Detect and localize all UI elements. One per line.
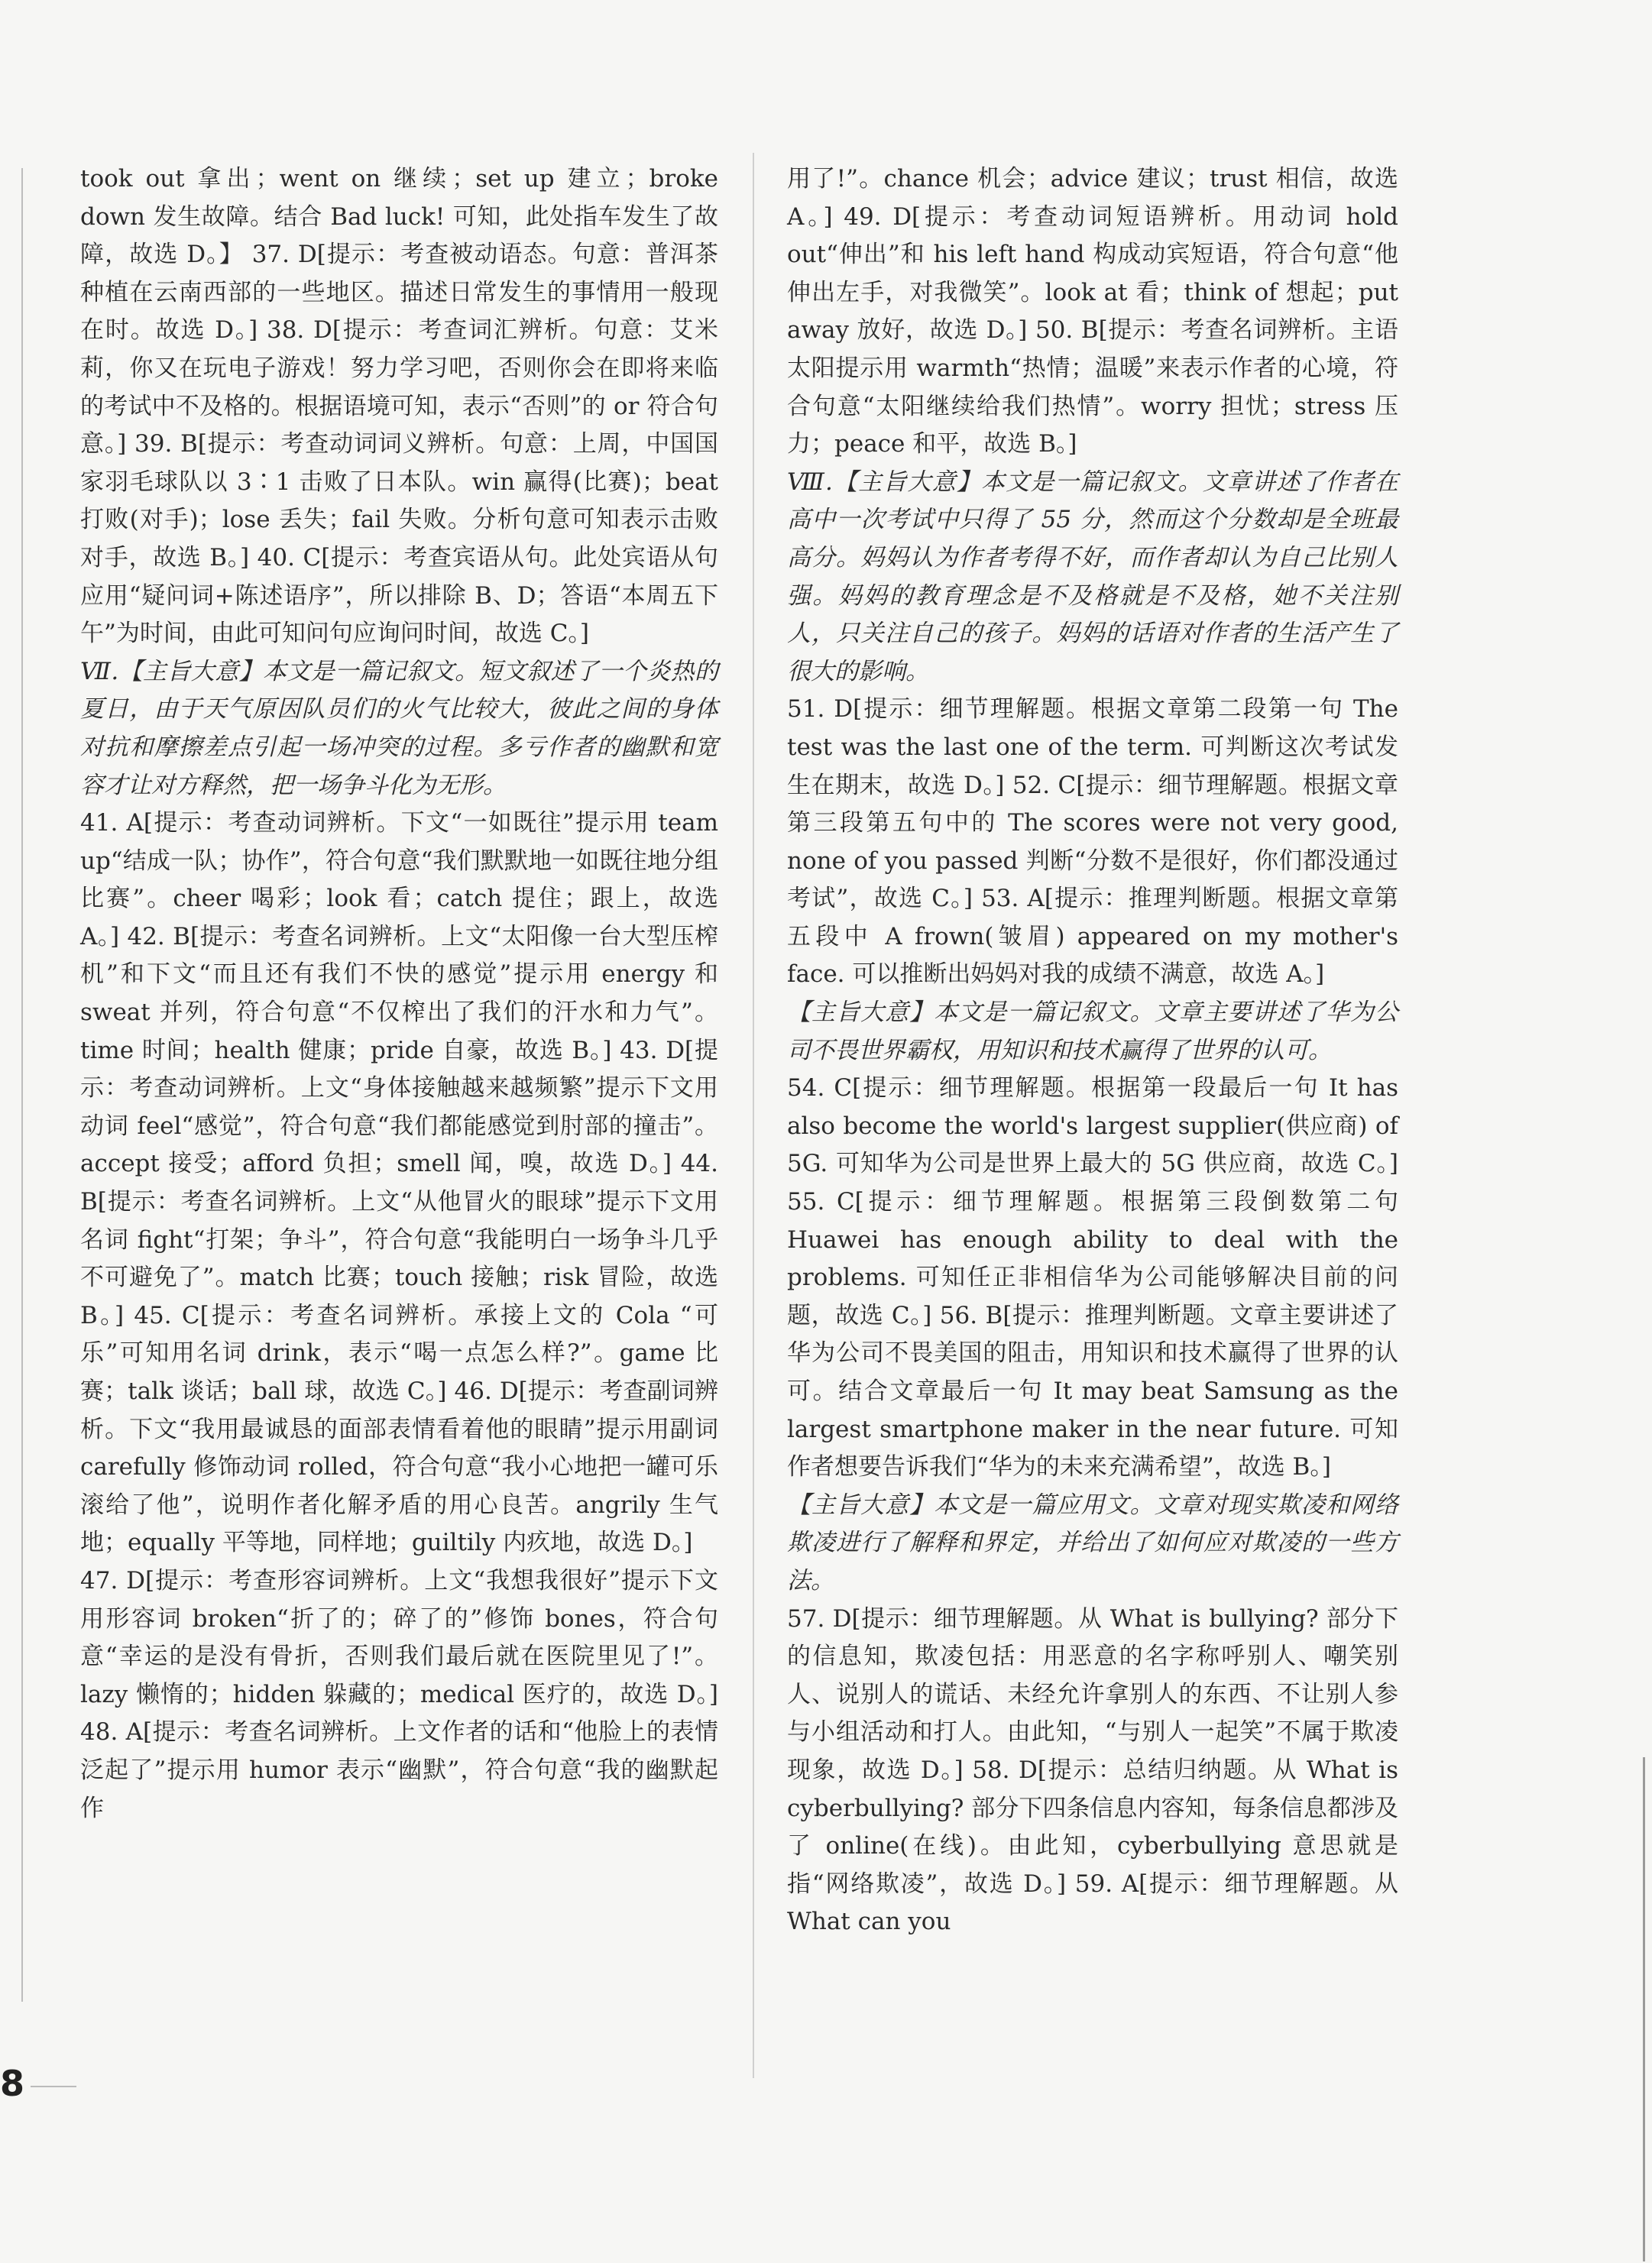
binding-rule	[21, 168, 23, 2002]
right-paragraph: 54. C[提示：细节理解题。根据第一段最后一句 It has also become the world's largest supplier(供应商) of 5G. 可知华为公司是世界上最大的 5G 供应商，故选 C。] 55. C[提示：细节理解题。根据第三段倒数第二句 Huawei has enough ability to deal with the problems. 可知任正非相信华为公司能够解决目前的问题，故选 C。] 56. B[提示：推理判断题。文章主要讲述了华为公司不畏美国的阻击，用知识和技术赢得了世界的认可。结合文章最后一句 It may beat Samsung as the largest smartphone maker in the near future. 可知作者想要告诉我们“华为的未来充满希望”，故选 B。]	[787, 1074, 1398, 1481]
right-paragraph: 用了!”。chance 机会；advice 建议；trust 相信，故选 A。] 49. D[提示：考查动词短语辨析。用动词 hold out“伸出”和 his left hand 构成动宾短语，符合句意“他伸出左手，对我微笑”。look at 看；think of 想起；put away 放好，故选 D。] 50. B[提示：考查名词辨析。主语太阳提示用 warmth“热情；温暖”来表示作者的心境，符合句意“太阳继续给我们热情”。worry 担忧；stress 压力；peace 和平，故选 B。]	[787, 165, 1398, 458]
column-divider	[753, 153, 754, 2078]
section-vii-summary: Ⅶ.【主旨大意】本文是一篇记叙文。短文叙述了一个炎热的夏日，由于天气原因队员们的火气比较大，彼此之间的身体对抗和摩擦差点引起一场冲突的过程。多亏作者的幽默和宽容才让对方释然，把一场争斗化为无形。	[80, 657, 718, 799]
page-number-rule	[31, 2086, 76, 2087]
left-paragraph: 41. A[提示：考查动词辨析。下文“一如既往”提示用 team up“结成一队；协作”，符合句意“我们默默地一如既往地分组比赛”。cheer 喝彩；look 看；catch 提住；跟上，故选 A。] 42. B[提示：考查名词辨析。上文“太阳像一台大型压榨机”和下文“而且还有我们不快的感觉”提示用 energy 和 sweat 并列，符合句意“不仅榨出了我们的汗水和力气”。time 时间；health 健康；pride 自豪，故选 B。] 43. D[提示：考查动词辨析。上文“身体接触越来越频繁”提示下文用动词 feel“感觉”，符合句意“我们都能感觉到肘部的撞击”。accept 接受；afford 负担；smell 闻，嗅，故选 D。] 44. B[提示：考查名词辨析。上文“从他冒火的眼球”提示下文用名词 fight“打架；争斗”，符合句意“我能明白一场争斗几乎不可避免了”。match 比赛；touch 接触；risk 冒险，故选 B。] 45. C[提示：考查名词辨析。承接上文的 Cola “可乐”可知用名词 drink，表示“喝一点怎么样?”。game 比赛；talk 谈话；ball 球，故选 C。] 46. D[提示：考查副词辨析。下文“我用最诚恳的面部表情看着他的眼睛”提示用副词 carefully 修饰动词 rolled，符合句意“我小心地把一罐可乐滚给了他”，说明作者化解矛盾的用心良苦。angrily 生气地；equally 平等地，同样地；guiltily 内疚地，故选 D。]	[80, 809, 718, 1557]
passage-summary-bullying: 【主旨大意】本文是一篇应用文。文章对现实欺凌和网络欺凌进行了解释和界定，并给出了如何应对欺凌的一些方法。	[787, 1491, 1398, 1594]
right-column	[787, 160, 1398, 1941]
left-column	[80, 160, 718, 1828]
section-viii-summary: Ⅷ.【主旨大意】本文是一篇记叙文。文章讲述了作者在高中一次考试中只得了 55 分，然而这个分数却是全班最高分。妈妈认为作者考得不好，而作者却认为自己比别人强。妈妈的教育理念是不及格就是不及格，她不关注别人，只关注自己的孩子。妈妈的话语对作者的生活产生了很大的影响。	[787, 468, 1398, 685]
right-paragraph: 51. D[提示：细节理解题。根据文章第二段第一句 The test was the last one of the term. 可判断这次考试发生在期末，故选 D。] 52. C[提示：细节理解题。根据文章第三段第五句中的 The scores were not very good, none of you passed 判断“分数不是很好，你们都没通过考试”，故选 C。] 53. A[提示：推理判断题。根据文章第五段中 A frown(皱眉) appeared on my mother's face. 可以推断出妈妈对我的成绩不满意，故选 A。]	[787, 695, 1398, 989]
left-paragraph: 47. D[提示：考查形容词辨析。上文“我想我很好”提示下文用形容词 broken“折了的；碎了的”修饰 bones，符合句意“幸运的是没有骨折，否则我们最后就在医院里见了!”。lazy 懒惰的；hidden 躲藏的；medical 医疗的，故选 D。] 48. A[提示：考查名词辨析。上文作者的话和“他脸上的表情泛起了”提示用 humor 表示“幽默”，符合句意“我的幽默起作	[80, 1566, 718, 1822]
page-number: 8	[0, 2063, 25, 2104]
passage-summary-huawei: 【主旨大意】本文是一篇记叙文。文章主要讲述了华为公司不畏世界霸权，用知识和技术赢得了世界的认可。	[787, 999, 1398, 1064]
left-paragraph: took out 拿出；went on 继续；set up 建立；broke down 发生故障。结合 Bad luck! 可知，此处指车发生了故障，故选 D。】 37. D[提示：考查被动语态。句意：普洱茶种植在云南西部的一些地区。描述日常发生的事情用一般现在时。故选 D。] 38. D[提示：考查词汇辨析。句意：艾米莉，你又在玩电子游戏！努力学习吧，否则你会在即将来临的考试中不及格的。根据语境可知，表示“否则”的 or 符合句意。] 39. B[提示：考查动词词义辨析。句意：上周，中国国家羽毛球队以 3∶1 击败了日本队。win 赢得(比赛)；beat 打败(对手)；lose 丢失；fail 失败。分析句意可知表示击败对手，故选 B。] 40. C[提示：考查宾语从句。此处宾语从句应用“疑问词+陈述语序”，所以排除 B、D；答语“本周五下午”为时间，由此可知问句应询问时间，故选 C。]	[80, 165, 718, 648]
right-paragraph: 57. D[提示：细节理解题。从 What is bullying? 部分下的信息知，欺凌包括：用恶意的名字称呼别人、嘲笑别人、说别人的谎话、未经允许拿别人的东西、不让别人参与小组活动和打人。由此知，“与别人一起笑”不属于欺凌现象，故选 D。] 58. D[提示：总结归纳题。从 What is cyberbullying? 部分下四条信息内容知，每条信息都涉及了 online(在线)。由此知，cyberbullying 意思就是指“网络欺凌”，故选 D。] 59. A[提示：细节理解题。从 What can you	[787, 1604, 1398, 1936]
edge-rule	[1643, 1757, 1645, 2261]
